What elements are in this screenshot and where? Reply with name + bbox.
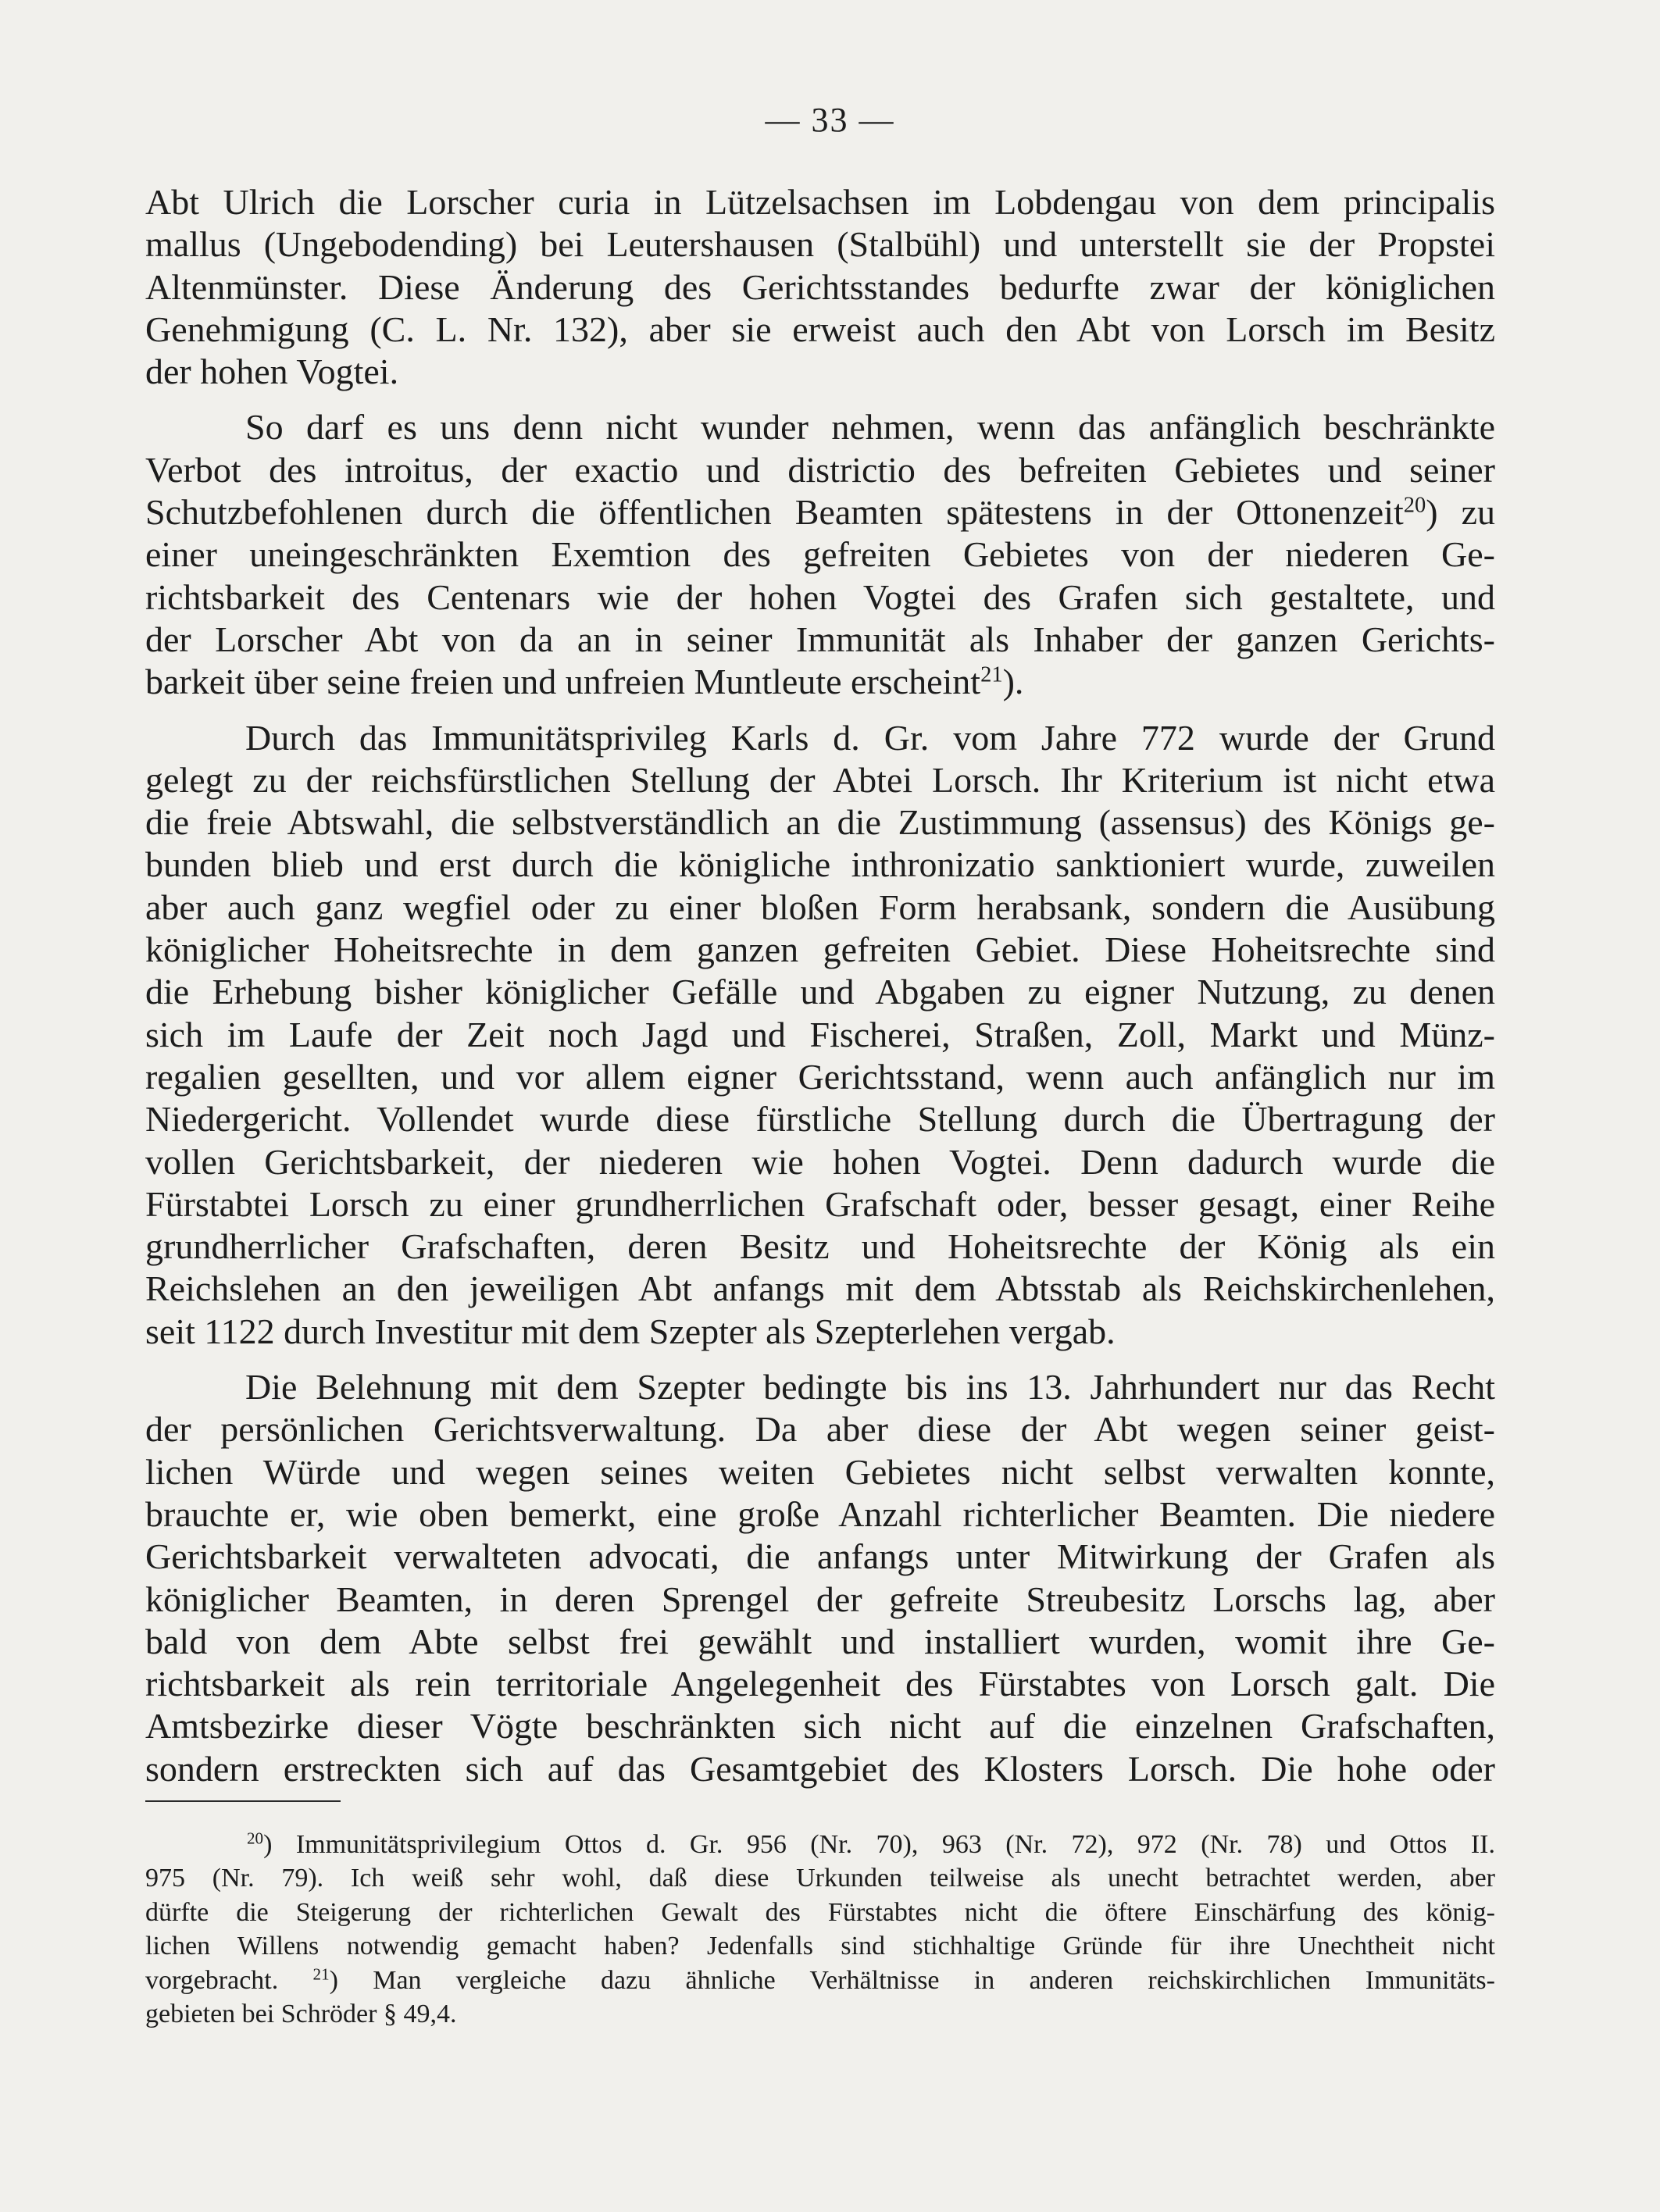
text-line: So darf es uns denn nicht wunder nehmen, wenn das anfänglich beschränkte [245, 407, 1495, 448]
footnote-marker-21: 21 [312, 1964, 330, 1983]
text-line: regalien gesellten, und vor allem eigner Gerichtsstand, wenn auch anfänglich nur im [145, 1056, 1495, 1097]
text-line: Niedergericht. Vollendet wurde diese fürstliche Stellung durch die Übertragung der [145, 1099, 1495, 1140]
paragraph-3 [145, 717, 1495, 1353]
footnote-ref-21: 21 [980, 662, 1003, 687]
footnote-divider [145, 1800, 341, 1802]
text-line: bunden blieb und erst durch die königliche inthronizatio sanktioniert wurde, zuweilen [145, 844, 1495, 885]
footnote-line: 975 (Nr. 79). Ich weiß sehr wohl, daß diese Urkunden teilweise als unecht betrachtet werden, aber [145, 1864, 1495, 1893]
text-line: Amtsbezirke dieser Vögte beschränkten sich nicht auf die einzelnen Grafschaften, [145, 1706, 1495, 1746]
paragraph-4 [145, 1366, 1495, 1790]
footnote-line: lichen Willens notwendig gemacht haben? Jedenfalls sind stichhaltige Gründe für ihre Unechtheit nicht [145, 1932, 1495, 1961]
paragraph-1 [145, 181, 1495, 393]
text-line: die freie Abtswahl, die selbstverständlich an die Zustimmung (assensus) des Königs ge- [145, 802, 1495, 843]
text-line: Reichslehen an den jeweiligen Abt anfangs mit dem Abtsstab als Reichskirchenlehen, [145, 1268, 1495, 1309]
text-line: gelegt zu der reichsfürstlichen Stellung der Abtei Lorsch. Ihr Kriterium ist nicht etwa [145, 759, 1495, 800]
text-line: sich im Laufe der Zeit noch Jagd und Fischerei, Straßen, Zoll, Markt und Münz- [145, 1014, 1495, 1054]
text-line: Genehmigung (C. L. Nr. 132), aber sie erweist auch den Abt von Lorsch im Besitz [145, 309, 1495, 349]
text-line: barkeit über seine freien und unfreien Muntleute erscheint$^{21}$). [145, 662, 1024, 702]
page-number: — 33 — [765, 101, 895, 139]
footnote-ref-20: 20 [1403, 493, 1426, 518]
text-line: der hohen Vogtei. [145, 351, 399, 392]
text-line: seit 1122 durch Investitur mit dem Szepter als Szepterlehen vergab. [145, 1311, 1116, 1351]
text-line: aber auch ganz wegfiel oder zu einer bloßen Form herabsank, sondern die Ausübung [145, 887, 1495, 927]
text-line: Durch das Immunitätsprivileg Karls d. Gr. vom Jahre 772 wurde der Grund [245, 717, 1495, 758]
footnote-line: dürfte die Steigerung der richterlichen Gewalt des Fürstabtes nicht die öftere Einschärfung des könig- [145, 1897, 1495, 1927]
text-line: grundherrlicher Grafschaften, deren Besitz und Hoheitsrechte der König als ein [145, 1226, 1495, 1267]
text-line: Abt Ulrich die Lorscher curia in Lützelsachsen im Lobdengau von dem principalis [145, 182, 1495, 222]
text-line: vollen Gerichtsbarkeit, der niederen wie hohen Vogtei. Denn dadurch wurde die [145, 1141, 1495, 1182]
text-line: Verbot des introitus, der exactio und districtio des befreiten Gebietes und seiner [145, 449, 1495, 490]
text-line: brauchte er, wie oben bemerkt, eine große Anzahl richterlicher Beamten. Die niedere [145, 1493, 1495, 1534]
text-line: königlicher Beamten, in deren Sprengel der gefreite Streubesitz Lorschs lag, aber [145, 1579, 1495, 1619]
text-line: sondern erstreckten sich auf das Gesamtgebiet des Klosters Lorsch. Die hohe oder [145, 1748, 1495, 1789]
footnote-line: vorgebracht. $^{21}$) Man vergleiche dazu ähnliche Verhältnisse in anderen reichskirchlichen Immunitäts- [145, 1964, 1495, 1995]
text-line: Altenmünster. Diese Änderung des Gerichtsstandes bedurfte zwar der königlichen [145, 266, 1495, 307]
text-line: Gerichtsbarkeit verwalteten advocati, die anfangs unter Mitwirkung der Grafen als [145, 1536, 1495, 1577]
text-line: richtsbarkeit des Centenars wie der hohen Vogtei des Grafen sich gestaltete, und [145, 576, 1495, 617]
text-line: der Lorscher Abt von da an in seiner Immunität als Inhaber der ganzen Gerichts- [145, 619, 1495, 659]
footnote-marker-20: 20 [247, 1828, 264, 1848]
footnote-line: gebieten bei Schröder § 49,4. [145, 1999, 457, 2028]
footnotes [145, 1828, 1495, 2031]
text-line: königlicher Hoheitsrechte in dem ganzen gefreiten Gebiet. Diese Hoheitsrechte sind [145, 929, 1495, 970]
text-line: mallus (Ungebodending) bei Leutershausen (Stalbühl) und unterstellt sie der Propstei [145, 224, 1495, 265]
text-line: die Erhebung bisher königlicher Gefälle und Abgaben zu eigner Nutzung, zu denen [145, 972, 1495, 1012]
text-line: einer uneingeschränkten Exemtion des gefreiten Gebietes von der niederen Ge- [145, 534, 1495, 575]
text-line: Schutzbefohlenen durch die öffentlichen Beamten spätestens in der Ottonenzeit$^{20}$) zu [145, 492, 1495, 533]
text-line: lichen Würde und wegen seines weiten Gebietes nicht selbst verwalten konnte, [145, 1451, 1495, 1492]
text-line: Fürstabtei Lorsch zu einer grundherrlichen Grafschaft oder, besser gesagt, einer Reihe [145, 1183, 1495, 1224]
text-line: der persönlichen Gerichtsverwaltung. Da aber diese der Abt wegen seiner geist- [145, 1409, 1495, 1450]
main-text [145, 181, 1495, 1790]
paragraph-2 [145, 406, 1495, 703]
text-line: bald von dem Abte selbst frei gewählt und installiert wurden, womit ihre Ge- [145, 1621, 1495, 1661]
footnote-line: $^{20}$) Immunitätsprivilegium Ottos d. Gr. 956 (Nr. 70), 963 (Nr. 72), 972 (Nr. 78) und Ottos II. [247, 1828, 1495, 1859]
text-line: richtsbarkeit als rein territoriale Angelegenheit des Fürstabtes von Lorsch galt. Die [145, 1664, 1495, 1704]
text-line: Die Belehnung mit dem Szepter bedingte bis ins 13. Jahrhundert nur das Recht [245, 1367, 1495, 1407]
